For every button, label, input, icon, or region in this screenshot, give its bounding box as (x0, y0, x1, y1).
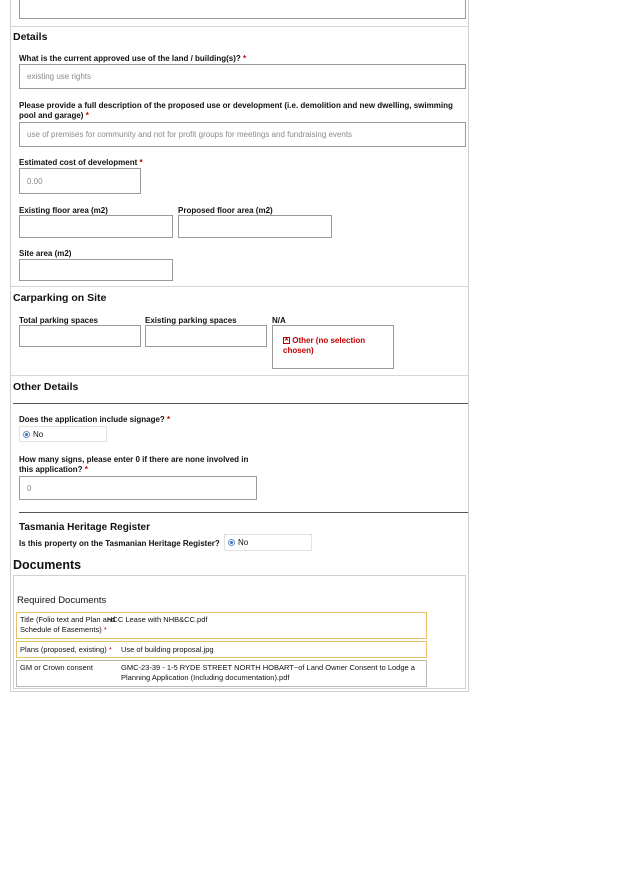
site-area-input[interactable] (19, 259, 173, 281)
document-file[interactable]: GMC-23-39 - 1-5 RYDE STREET NORTH HOBART~of Land Owner Consent to Lodge a Planning Application (Including documentation).pdf (121, 663, 415, 682)
existing-floor-label: Existing floor area (m2) (19, 206, 108, 215)
cost-label: Estimated cost of development * (19, 158, 143, 167)
heritage-value: No (238, 538, 249, 547)
signs-count-label: How many signs, please enter 0 if there are none involved in this application? * (19, 455, 249, 474)
approved-use-input[interactable]: existing use rights (19, 64, 466, 89)
section-rule (19, 512, 468, 513)
document-name: Title (Folio text and Plan and Schedule of Easements) * (20, 615, 116, 634)
document-file[interactable]: Use of building proposal.jpg (121, 645, 214, 654)
total-parking-label: Total parking spaces (19, 316, 98, 325)
divider (10, 375, 469, 376)
section-rule (13, 403, 468, 404)
documents-subtitle: Required Documents (17, 595, 107, 606)
document-row-consent[interactable] (16, 660, 427, 687)
description-input[interactable]: use of premises for community and not for profit groups for meetings and fundraising events (19, 122, 466, 147)
proposed-floor-label: Proposed floor area (m2) (178, 206, 273, 215)
heritage-label: Is this property on the Tasmanian Heritage Register? (19, 539, 220, 548)
details-title: Details (13, 31, 48, 43)
proposed-floor-input[interactable] (178, 215, 332, 238)
signage-radio[interactable] (19, 426, 107, 442)
total-parking-input[interactable] (19, 325, 141, 347)
na-option[interactable]: ✕ Other (no selection chosen) (283, 336, 366, 355)
na-label: N/A (272, 316, 286, 325)
carparking-title: Carparking on Site (13, 292, 107, 304)
document-row-plans[interactable] (16, 641, 427, 658)
existing-parking-label: Existing parking spaces (145, 316, 237, 325)
signs-count-input[interactable]: 0 (19, 476, 257, 500)
document-file[interactable]: HCC Lease with NHB&CC.pdf (107, 615, 208, 624)
existing-floor-input[interactable] (19, 215, 173, 238)
signage-label: Does the application include signage? * (19, 415, 171, 424)
documents-title: Documents (13, 558, 82, 572)
approved-use-label: What is the current approved use of the land / building(s)? * (19, 54, 247, 63)
divider (10, 26, 469, 27)
document-name: GM or Crown consent (20, 663, 93, 672)
divider (10, 286, 469, 287)
document-name: Plans (proposed, existing) * (20, 645, 112, 654)
description-label: Please provide a full description of the proposed use or development (i.e. demolition and new dwelling, swimming pool and garage) * (19, 101, 453, 120)
site-area-label: Site area (m2) (19, 249, 72, 258)
na-listbox[interactable] (272, 325, 394, 369)
cost-input[interactable]: 0.00 (19, 168, 141, 194)
heritage-radio[interactable] (224, 534, 312, 551)
document-row-title[interactable] (16, 612, 427, 639)
heritage-title: Tasmania Heritage Register (19, 522, 150, 533)
top-field-remnant (19, 0, 466, 19)
signage-value: No (33, 429, 44, 439)
existing-parking-input[interactable] (145, 325, 267, 347)
other-details-title: Other Details (13, 381, 79, 393)
radio-selected-icon (23, 431, 30, 438)
radio-selected-icon (228, 539, 235, 546)
checkbox-x-icon: ✕ (284, 337, 290, 344)
